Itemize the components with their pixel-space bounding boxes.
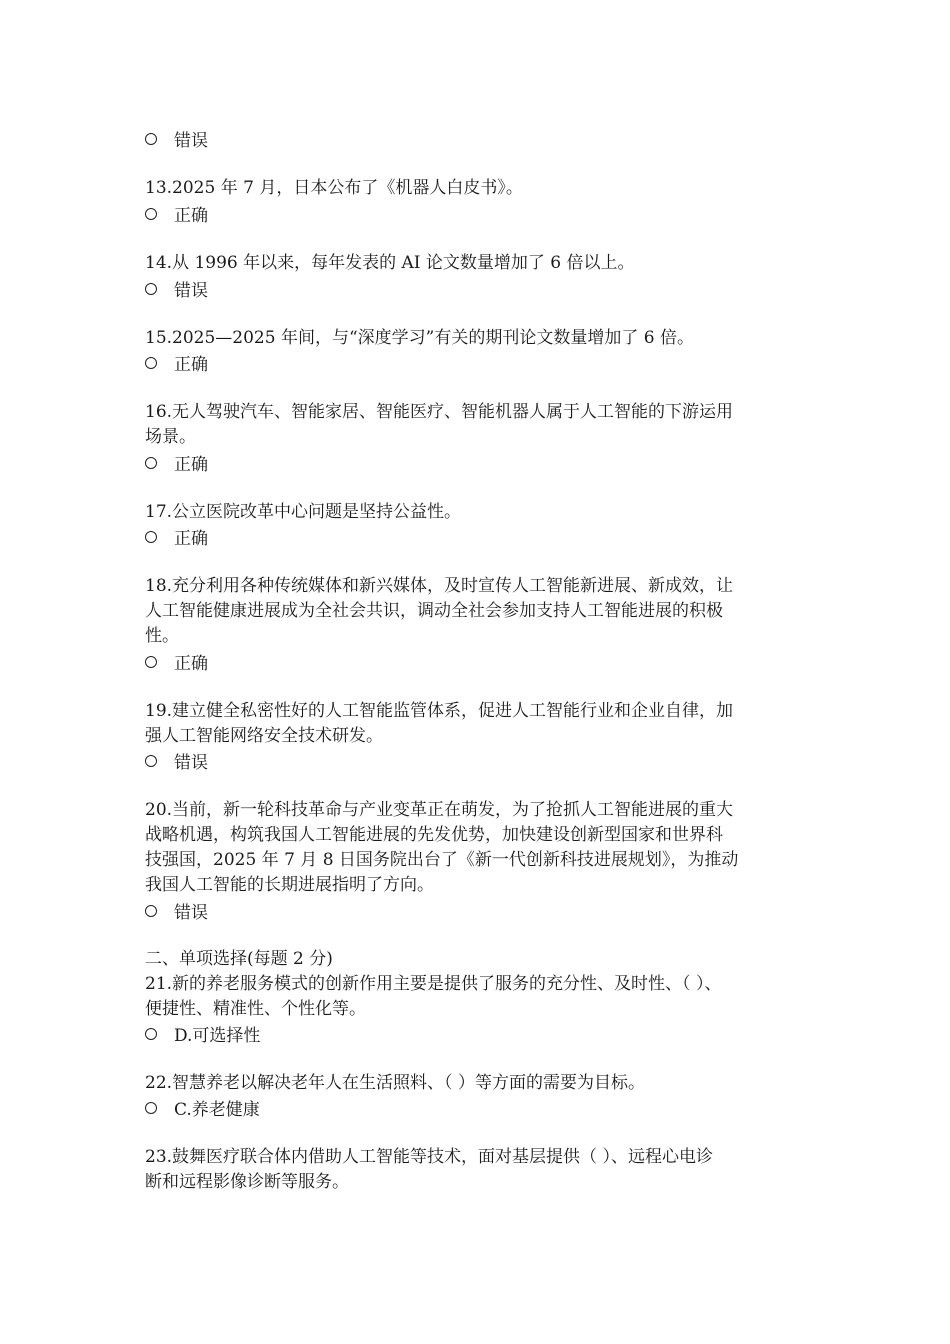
question-line: 便捷性、精准性、个性化等。 (145, 999, 366, 1019)
option-label: 错误 (174, 903, 208, 923)
option-label: 正确 (174, 355, 208, 375)
question-19 (145, 699, 733, 749)
question-line: 我国人工智能的长期进展指明了方向。 (145, 875, 434, 895)
question-14 (145, 251, 635, 276)
question-13 (145, 176, 523, 201)
option-label: 正确 (174, 455, 208, 475)
option-label: 错误 (174, 131, 208, 151)
option-label: 正确 (174, 206, 208, 226)
question-18 (145, 574, 733, 649)
question-17 (145, 500, 461, 525)
question-line: 14.从 1996 年以来，每年发表的 AI 论文数量增加了 6 倍以上。 (145, 253, 635, 273)
radio-circle-icon[interactable] (145, 357, 157, 369)
option-label: 正确 (174, 654, 208, 674)
question-20 (145, 798, 738, 898)
question-15 (145, 326, 694, 351)
radio-circle-icon[interactable] (145, 1102, 157, 1114)
question-16 (145, 400, 733, 450)
question-line: 人工智能健康进展成为全社会共识，调动全社会参加支持人工智能进展的积极 (145, 601, 723, 621)
question-line: 强人工智能网络安全技术研发。 (145, 726, 383, 746)
question-line: 17.公立医院改革中心问题是坚持公益性。 (145, 502, 462, 522)
question-21 (145, 972, 721, 1022)
radio-circle-icon[interactable] (145, 208, 157, 220)
radio-circle-icon[interactable] (145, 457, 157, 469)
question-line: 21.新的养老服务模式的创新作用主要是提供了服务的充分性、及时性、（ ）、 (145, 974, 722, 994)
section-heading: 二、单项选择(每题 2 分) (145, 949, 333, 969)
option-label: 正确 (174, 529, 208, 549)
radio-circle-icon[interactable] (145, 531, 157, 543)
question-line: 15.2025—2025 年间，与“深度学习”有关的期刊论文数量增加了 6 倍。 (145, 328, 694, 348)
question-line: 战略机遇，构筑我国人工智能进展的先发优势，加快建设创新型国家和世界科 (145, 825, 723, 845)
radio-circle-icon[interactable] (145, 283, 157, 295)
question-23 (145, 1145, 713, 1195)
question-line: 性。 (145, 626, 179, 646)
question-22 (145, 1071, 645, 1096)
question-line: 13.2025 年 7 月，日本公布了《机器人白皮书》。 (145, 178, 523, 198)
question-line: 23.鼓舞医疗联合体内借助人工智能等技术，面对基层提供（ ）、远程心电诊 (145, 1147, 713, 1167)
question-line: 场景。 (145, 427, 196, 447)
radio-circle-icon[interactable] (145, 656, 157, 668)
option-label: 错误 (174, 753, 208, 773)
question-line: 20.当前，新一轮科技革命与产业变革正在萌发，为了抢抓人工智能进展的重大 (145, 800, 734, 820)
radio-circle-icon[interactable] (145, 1028, 157, 1040)
question-line: 16.无人驾驶汽车、智能家居、智能医疗、智能机器人属于人工智能的下游运用 (145, 402, 734, 422)
question-line: 18.充分利用各种传统媒体和新兴媒体，及时宣传人工智能新进展、新成效，让 (145, 576, 734, 596)
question-line: 断和远程影像诊断等服务。 (145, 1172, 349, 1192)
question-line: 技强国，2025 年 7 月 8 日国务院出台了《新一代创新科技进展规划》，为推动 (145, 850, 739, 870)
radio-circle-icon[interactable] (145, 905, 157, 917)
radio-circle-icon[interactable] (145, 755, 157, 767)
radio-circle-icon[interactable] (145, 133, 157, 145)
option-label: 错误 (174, 281, 208, 301)
option-label: D.可选择性 (174, 1026, 261, 1046)
option-label: C.养老健康 (174, 1100, 260, 1120)
question-line: 22.智慧养老以解决老年人在生活照料、（ ）等方面的需要为目标。 (145, 1073, 645, 1093)
question-line: 19.建立健全私密性好的人工智能监管体系，促进人工智能行业和企业自律，加 (145, 701, 734, 721)
